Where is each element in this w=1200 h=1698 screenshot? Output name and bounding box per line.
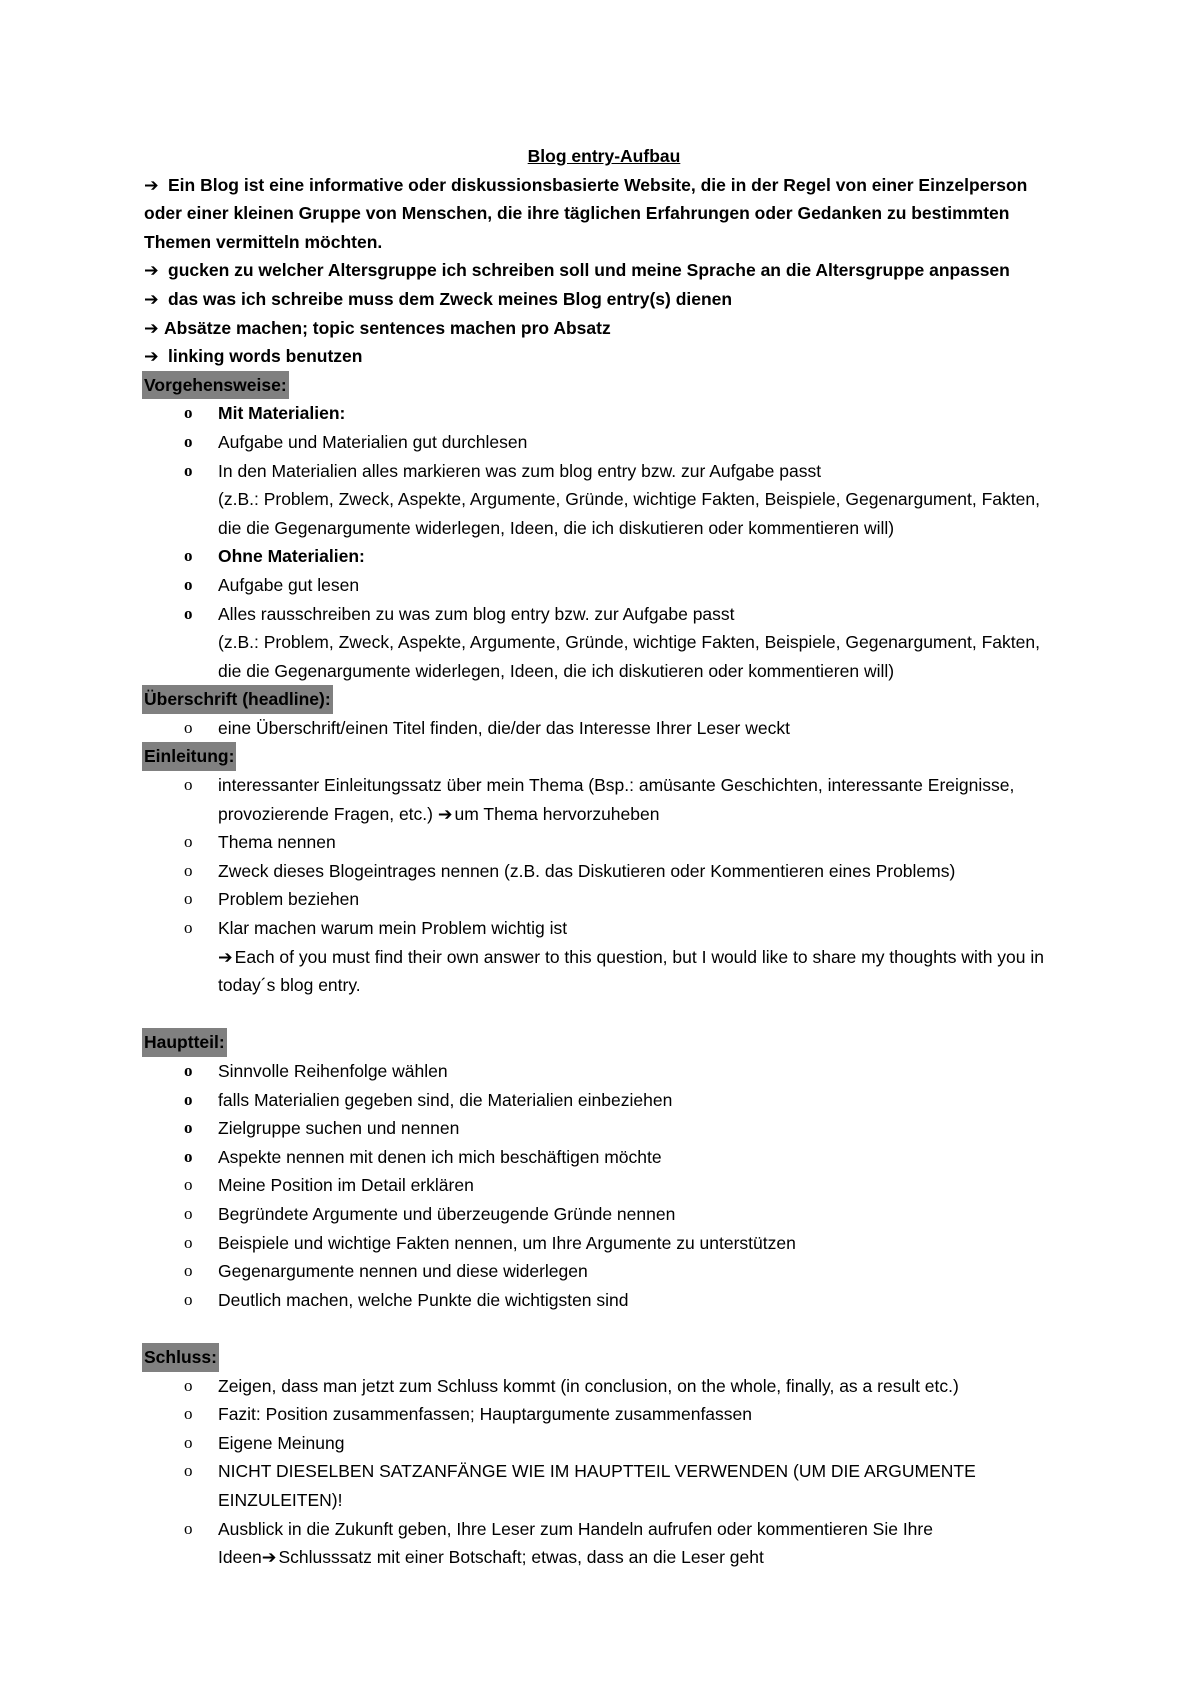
bullet-icon: o <box>184 1061 193 1080</box>
section-heading-row <box>144 371 1064 400</box>
intro-item: ➔ Absätze machen; topic sentences machen pro Absatz <box>144 314 1064 343</box>
list-item: o Sinnvolle Reihenfolge wählen <box>144 1057 1064 1086</box>
bullet-icon: o <box>184 460 193 480</box>
list-item: o Aufgabe und Materialien gut durchlesen <box>144 428 1064 457</box>
bullet-icon: o <box>184 860 193 880</box>
bullet-icon: o <box>184 717 193 737</box>
ueberschrift-list <box>144 714 1064 743</box>
bullet-icon: o <box>184 1461 193 1481</box>
list-item: o Mit Materialien: <box>144 399 1064 428</box>
schluss-list <box>144 1372 1064 1572</box>
bullet-icon: o <box>184 889 193 909</box>
bullet-icon: o <box>184 574 193 594</box>
bullet-icon: o <box>184 1232 193 1252</box>
arrow-icon: ➔ <box>218 946 233 967</box>
bullet-icon: o <box>184 1261 193 1281</box>
arrow-icon: ➔ <box>144 346 159 367</box>
blank-line <box>144 1314 1064 1343</box>
bullet-icon: o <box>184 546 193 566</box>
bullet-icon: o <box>184 1118 193 1138</box>
section-heading-row <box>144 1343 1064 1372</box>
arrow-icon: ➔ <box>437 803 453 824</box>
intro-item: ➔ Ein Blog ist eine informative oder diskussionsbasierte Website, die in der Regel von einer Einzelperson oder einer kleinen Gruppe von Menschen, die ihre täglichen Erfahrungen oder Gedanken zu bestimmten Themen vermitteln möchten. <box>144 171 1064 257</box>
bullet-icon: o <box>184 1289 193 1309</box>
bullet-icon: o <box>184 1203 193 1223</box>
arrow-icon: ➔ <box>261 1547 277 1568</box>
bullet-icon: o <box>184 1375 193 1395</box>
bullet-icon: o <box>184 1146 193 1166</box>
section-heading-hauptteil: Hauptteil: <box>142 1028 227 1057</box>
list-item: o eine Überschrift/einen Titel finden, die/der das Interesse Ihrer Leser weckt <box>144 714 1064 743</box>
list-item: o Deutlich machen, welche Punkte die wichtigsten sind <box>144 1286 1064 1315</box>
bullet-icon: o <box>184 1404 193 1424</box>
bullet-icon: o <box>184 1089 193 1109</box>
einleitung-list <box>144 771 1064 1000</box>
section-heading-row <box>144 742 1064 771</box>
arrow-icon: ➔ <box>144 174 159 195</box>
list-item: o Thema nennen <box>144 828 1064 857</box>
bullet-icon: o <box>184 1175 193 1195</box>
list-item: o Aspekte nennen mit denen ich mich beschäftigen möchte <box>144 1143 1064 1172</box>
list-item: o Begründete Argumente und überzeugende Gründe nennen <box>144 1200 1064 1229</box>
arrow-icon: ➔ <box>144 260 159 281</box>
list-item: o Aufgabe gut lesen <box>144 571 1064 600</box>
list-item: o Gegenargumente nennen und diese widerlegen <box>144 1257 1064 1286</box>
list-item: o falls Materialien gegeben sind, die Materialien einbeziehen <box>144 1086 1064 1115</box>
list-item: o Beispiele und wichtige Fakten nennen, um Ihre Argumente zu unterstützen <box>144 1229 1064 1258</box>
blank-line <box>144 1000 1064 1029</box>
bullet-icon: o <box>184 403 193 423</box>
intro-item: ➔ das was ich schreibe muss dem Zweck meines Blog entry(s) dienen <box>144 285 1064 314</box>
bullet-icon: o <box>184 1432 193 1452</box>
list-item: o Alles rausschreiben zu was zum blog entry bzw. zur Aufgabe passt (z.B.: Problem, Zweck, Aspekte, Argumente, Gründe, wichtige Fakten, Beispiele, Gegenargument, Fakten, die die Gegenargumente widerlegen, Ideen, die ich diskutieren oder kommentieren will) <box>144 600 1064 686</box>
intro-item: ➔ linking words benutzen <box>144 342 1064 371</box>
list-item: o Zielgruppe suchen und nennen <box>144 1114 1064 1143</box>
list-item: o interessanter Einleitungssatz über mein Thema (Bsp.: amüsante Geschichten, interessante Ereignisse, provozierende Fragen, etc.) ➔ um Thema hervorzuheben <box>144 771 1064 828</box>
list-item: o Ausblick in die Zukunft geben, Ihre Leser zum Handeln aufrufen oder kommentieren Sie Ihre Ideen➔ Schlusssatz mit einer Botschaft; etwas, dass an die Leser geht <box>144 1515 1064 1572</box>
section-heading-ueberschrift: Überschrift (headline): <box>142 685 333 714</box>
list-item: o Zeigen, dass man jetzt zum Schluss kommt (in conclusion, on the whole, finally, as a result etc.) <box>144 1372 1064 1401</box>
bullet-icon: o <box>184 775 193 795</box>
list-item: o In den Materialien alles markieren was zum blog entry bzw. zur Aufgabe passt (z.B.: Problem, Zweck, Aspekte, Argumente, Gründe, wichtige Fakten, Beispiele, Gegenargument, Fakten, die die Gegenargumente widerlegen, Ideen, die ich diskutieren oder kommentieren will) <box>144 457 1064 543</box>
section-heading-row <box>144 1028 1064 1057</box>
list-item: o Klar machen warum mein Problem wichtig ist ➔ Each of you must find their own answer to this question, but I would like to share my thoughts with you in today´s blog entry. <box>144 914 1064 1000</box>
hauptteil-list <box>144 1057 1064 1314</box>
bullet-icon: o <box>184 431 193 451</box>
section-heading-row <box>144 685 1064 714</box>
bullet-icon: o <box>184 1518 193 1538</box>
section-heading-schluss: Schluss: <box>142 1343 219 1372</box>
list-item: o Ohne Materialien: <box>144 542 1064 571</box>
bullet-icon: o <box>184 832 193 852</box>
list-item: o Zweck dieses Blogeintrages nennen (z.B. das Diskutieren oder Kommentieren eines Problems) <box>144 857 1064 886</box>
list-item: o NICHT DIESELBEN SATZANFÄNGE WIE IM HAUPTTEIL VERWENDEN (UM DIE ARGUMENTE EINZULEITEN)! <box>144 1457 1064 1514</box>
document-title: Blog entry-Aufbau <box>527 146 681 166</box>
list-item: o Fazit: Position zusammenfassen; Hauptargumente zusammenfassen <box>144 1400 1064 1429</box>
list-item: o Eigene Meinung <box>144 1429 1064 1458</box>
intro-item: ➔ gucken zu welcher Altersgruppe ich schreiben soll und meine Sprache an die Altersgruppe anpassen <box>144 256 1064 285</box>
vorgehensweise-list <box>144 399 1064 685</box>
section-heading-vorgehensweise: Vorgehensweise: <box>142 371 289 400</box>
bullet-icon: o <box>184 918 193 938</box>
document-content <box>144 142 1064 1572</box>
arrow-icon: ➔ <box>144 288 159 309</box>
list-item: o Meine Position im Detail erklären <box>144 1171 1064 1200</box>
arrow-icon: ➔ <box>144 317 159 338</box>
section-heading-einleitung: Einleitung: <box>142 742 236 771</box>
list-item: o Problem beziehen <box>144 885 1064 914</box>
bullet-icon: o <box>184 603 193 623</box>
